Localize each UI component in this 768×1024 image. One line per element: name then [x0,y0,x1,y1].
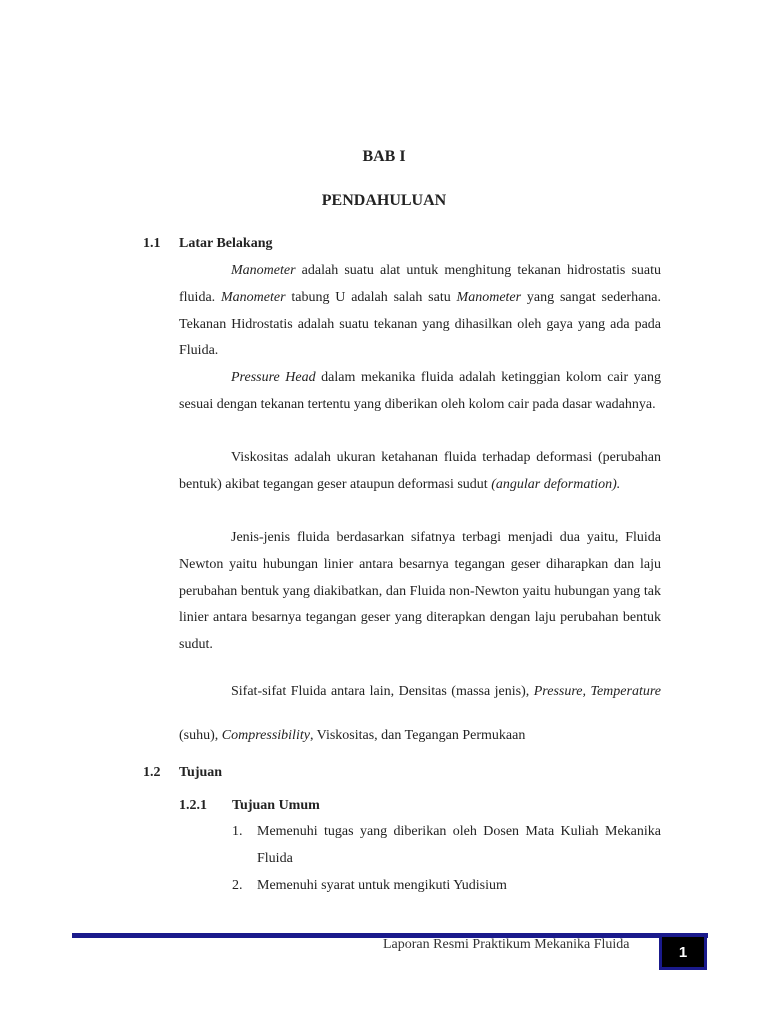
term-manometer: Manometer [456,289,522,305]
text-span: dalam mekanika fluida adalah ketinggian kolom cair yang sesuai dengan tekanan tertentu yang diberikan oleh kolom cair pada dasar wadahnya. [179,370,661,412]
text-span: Viskositas adalah ukuran ketahanan fluida terhadap deformasi (perubahan bentuk) akibat tegangan geser ataupun deformasi sudut [179,450,661,492]
paragraph-manometer [179,258,661,365]
paragraph-sifat-fluida [179,670,661,758]
section-label: Tujuan [179,765,223,780]
paragraph-pressure-head [179,365,661,419]
paragraph-viskositas [179,445,661,499]
text-span: (suhu), [179,728,222,743]
text-span: , Viskositas, dan Tegangan Permukaan [309,728,526,743]
list-number: 1. [232,824,243,839]
term-pressure-temperature: Pressure, Temperature [533,684,661,699]
text-span: adalah suatu alat untuk menghitung tekanan hidrostatis suatu fluida. [179,263,661,305]
term-manometer: Manometer [231,263,296,278]
section-label: Latar Belakang [179,236,273,251]
section-number: 1.2 [143,765,161,780]
page-number: 1 [659,934,707,970]
text-span: Sifat-sifat Fluida antara lain, Densitas (massa jenis), [231,684,534,699]
term-manometer: Manometer [220,289,286,305]
term-angular-deformation: (angular deformation). [491,476,621,492]
tujuan-umum-list [232,819,661,899]
text-span: yang sangat sederhana. Tekanan Hidrostatis adalah suatu tekanan yang dihasilkan oleh gaya yang ada pada Fluida. [179,289,662,359]
list-item [232,819,661,873]
text-span: tabung U adalah salah satu [285,289,457,305]
list-item [232,873,661,900]
term-compressibility: Compressibility [221,728,310,743]
term-pressure-head: Pressure Head [231,370,316,385]
list-number: 2. [232,877,243,893]
section-number: 1.1 [143,236,161,251]
list-text: Memenuhi syarat untuk mengikuti Yudisium [257,877,507,893]
list-text: Memenuhi tugas yang diberikan oleh Dosen Mata Kuliah Mekanika Fluida [257,824,661,866]
section-label: Tujuan Umum [232,798,320,813]
chapter-title: PENDAHULUAN [321,192,447,209]
section-number: 1.2.1 [179,798,207,813]
paragraph-jenis-fluida: Jenis-jenis fluida berdasarkan sifatnya terbagi menjadi dua yaitu, Fluida Newton yaitu hubungan linier antara besarnya tegangan geser diharapkan dan laju perubahan bentuk yang diakibatkan, dan Fluida non-Newton yaitu hubungan yang tak linier antara besarnya tegangan geser yang diterapkan dengan laju perubahan bentuk sudut. [179,530,661,653]
chapter-number: BAB I [362,148,406,165]
footer-title: Laporan Resmi Praktikum Mekanika Fluida [383,937,630,952]
